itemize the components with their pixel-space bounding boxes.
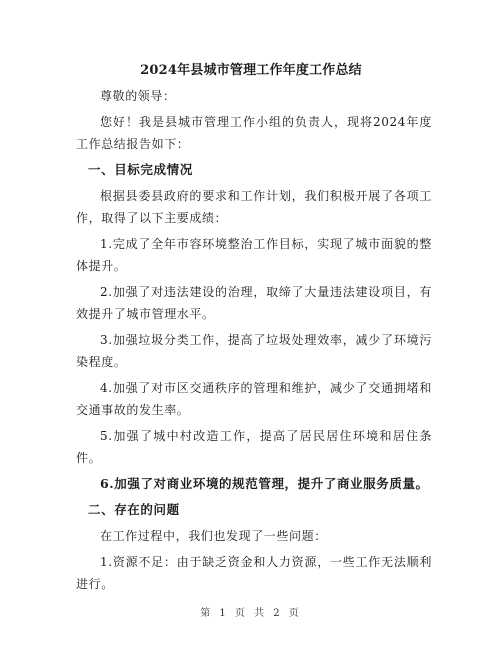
document-title: 2024年县城市管理工作年度工作总结	[140, 63, 362, 78]
section-heading-problems: 二、存在的问题	[88, 502, 180, 517]
list-item-bold: 6.加强了对商业环境的规范管理，提升了商业服务质量。	[100, 476, 429, 491]
list-item: 4.加强了对市区交通秩序的管理和维护，减少了交通拥堵和交通事故的发生率。	[76, 381, 432, 417]
list-item: 1.完成了全年市容环境整治工作目标，实现了城市面貌的整体提升。	[76, 237, 432, 273]
section-heading-goals: 一、目标完成情况	[88, 162, 193, 177]
list-item: 3.加强垃圾分类工作，提高了垃圾处理效率，减少了环境污染程度。	[76, 333, 432, 369]
section-intro-goals: 根据县委县政府的要求和工作计划，我们积极开展了各项工作，取得了以下主要成绩：	[76, 189, 432, 225]
page-number-footer: 第 1 页 共 2 页	[200, 608, 302, 619]
list-item: 5.加强了城中村改造工作，提高了居民居住环境和居住条件。	[76, 429, 432, 465]
section-intro-problems: 在工作过程中，我们也发现了一些问题：	[100, 529, 327, 543]
problem-item: 1.资源不足：由于缺乏资金和人力资源，一些工作无法顺利进行。	[76, 555, 432, 591]
document-body	[76, 85, 432, 599]
intro-paragraph: 您好！我是县城市管理工作小组的负责人，现将2024年度工作总结报告如下：	[76, 115, 432, 151]
list-item: 2.加强了对违法建设的治理，取缔了大量违法建设项目，有效提升了城市管理水平。	[76, 285, 432, 321]
salutation: 尊敬的领导：	[100, 89, 176, 103]
